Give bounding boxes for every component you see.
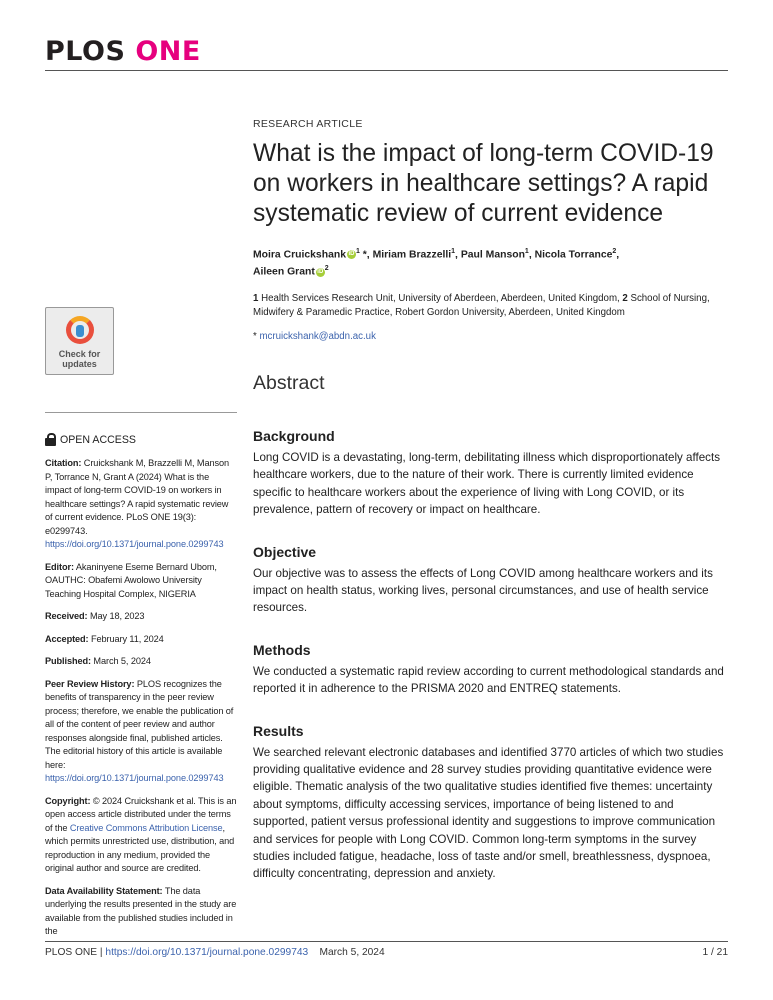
section-body-objective: Our objective was to assess the effects of Long COVID among healthcare workers and its impact on health status, working lives, personal circumstances, and use of health service resources.	[253, 566, 713, 615]
article-title: What is the impact of long-term COVID-19 on workers in healthcare settings? A rapid systematic review of current evidence	[253, 140, 714, 227]
published-date	[45, 655, 237, 669]
sidebar-divider	[45, 412, 237, 413]
section-body-results: We searched relevant electronic databases and identified 3770 articles of which two studies providing qualitative evidence and 28 survey studies providing quantitative evidence were eligible. Thematic analysis of the two qualitative studies identified five themes: uncertainty about symptoms, difficulty accessing services, importance of being listened to and supported, patient versus professional identity and suggestions to improve communication and services for people with Long COVID. Common long-term symptoms in the survey studies included fatigue, headache, loss of taste and/or smell, breathlessness, dyspnoea, difficulty concentrating, depression and anxiety.	[253, 745, 724, 881]
citation	[45, 457, 237, 552]
author-separator: *,	[359, 249, 373, 261]
affil-text: School of Nursing, Midwifery & Paramedic Practice, Robert Gordon University, Aberdeen, United Kingdom	[253, 292, 710, 318]
meta-label: Peer Review History:	[45, 678, 135, 689]
editor	[45, 561, 237, 602]
author-affil-sup: 2	[324, 265, 329, 273]
affil-text: Health Services Research Unit, University of Aberdeen, Aberdeen, United Kingdom,	[258, 292, 623, 304]
author-affil-sup: 2	[612, 248, 617, 255]
meta-label: Copyright:	[45, 795, 91, 806]
check-for-updates-badge[interactable]	[45, 307, 114, 375]
open-access-label	[45, 433, 237, 446]
page-number: 1 / 21	[702, 947, 728, 958]
section-title-results: Results	[253, 722, 304, 739]
author-name[interactable]: Miriam Brazzelli	[372, 249, 452, 261]
affiliations	[253, 292, 729, 320]
main-column	[253, 118, 729, 883]
section-title-background: Background	[253, 427, 335, 444]
meta-text: PLOS recognizes the benefits of transparency in the peer review process; therefore, we enable the publication of all of the content of peer review and author responses alongside final, published articles. The editorial history of this article is available here:	[45, 678, 234, 770]
peer-review-link[interactable]: https://doi.org/10.1371/journal.pone.0299743	[45, 773, 224, 783]
author-separator: ,	[616, 249, 620, 261]
meta-label: Citation:	[45, 458, 82, 468]
author-name[interactable]: Nicola Torrance	[534, 249, 613, 261]
affil-number: 1	[253, 292, 259, 304]
data-availability	[45, 885, 237, 939]
sidebar	[45, 307, 237, 939]
author-name[interactable]: Paul Manson	[460, 249, 525, 261]
meta-label: Published:	[45, 656, 91, 666]
meta-text: February 11, 2024	[88, 633, 164, 644]
orcid-icon[interactable]: iD	[317, 268, 324, 275]
author-affil-sup: 1	[355, 248, 360, 255]
journal-logo	[45, 36, 201, 67]
received-date	[45, 610, 237, 624]
meta-label: Data Availability Statement:	[45, 885, 163, 896]
page-footer	[45, 947, 728, 958]
meta-text: © 2024 Cruickshank et al. This is an open access article distributed under the terms of the	[45, 795, 237, 833]
badge-label	[46, 349, 113, 369]
meta-label: Editor:	[45, 561, 74, 572]
section-title-methods: Methods	[253, 641, 311, 658]
corresp-email-link[interactable]: mcruickshank@abdn.ac.uk	[259, 330, 376, 342]
meta-text: The data underlying the results presented in the study are available from the published studies included in the	[45, 885, 237, 936]
logo-plos: PLOS	[45, 36, 126, 67]
section-body-methods: We conducted a systematic rapid review according to current methodological standards and reported it in adherence to the PRISMA 2020 and ENTREQ statements.	[253, 664, 724, 696]
footer-divider	[45, 941, 728, 942]
author-separator: ,	[455, 249, 461, 261]
crossmark-icon	[66, 316, 94, 344]
accepted-date	[45, 633, 237, 647]
badge-line2: updates	[62, 359, 97, 369]
meta-text: May 18, 2023	[87, 611, 145, 621]
meta-label: Accepted:	[45, 633, 89, 644]
footer-date: March 5, 2024	[319, 947, 385, 958]
footer-doi-link[interactable]: https://doi.org/10.1371/journal.pone.0299743	[105, 947, 309, 958]
article-type: RESEARCH ARTICLE	[253, 118, 363, 130]
logo-one: ONE	[135, 36, 201, 67]
correspondence	[253, 331, 729, 342]
header-divider	[45, 70, 728, 71]
meta-text: Akaninyene Eseme Bernard Ubom, OAUTHC: Obafemi Awolowo University Teaching Hospital Complex, NIGERIA	[45, 561, 217, 599]
section-title-objective: Objective	[253, 543, 317, 560]
copyright	[45, 795, 237, 876]
author-list	[253, 245, 729, 280]
meta-label: Received:	[45, 611, 88, 621]
meta-text: Cruickshank M, Brazzelli M, Manson P, Torrance N, Grant A (2024) What is the impact of long-term COVID-19 on workers in healthcare settings? A rapid systematic review of current evidence. PLoS ONE 19(3): e0299743.	[45, 458, 229, 536]
orcid-icon[interactable]: iD	[348, 251, 355, 258]
citation-doi-link[interactable]: https://doi.org/10.1371/journal.pone.0299743	[45, 539, 224, 549]
license-link[interactable]: Creative Commons Attribution License	[69, 822, 223, 833]
section-body-background: Long COVID is a devastating, long-term, debilitating illness which disproportionately affects healthcare workers, due to the nature of their work. There is currently limited evidence specific to healthcare workers about the experience of living with Long COVID, or its prevalence, pattern of recovery or impact on healthcare.	[253, 450, 720, 517]
corresp-star: *	[253, 330, 260, 342]
abstract-heading: Abstract	[253, 371, 325, 394]
meta-text: , which permits unrestricted use, distribution, and reproduction in any medium, provided the original author and source are credited.	[45, 822, 235, 873]
badge-line1: Check for	[58, 349, 101, 359]
meta-text: March 5, 2024	[90, 656, 151, 666]
affil-number: 2	[622, 292, 628, 304]
author-affil-sup: 1	[524, 248, 529, 255]
author-name[interactable]: Aileen Grant	[253, 266, 315, 278]
open-lock-icon	[45, 433, 56, 446]
author-name[interactable]: Moira Cruickshank	[253, 249, 346, 261]
author-affil-sup: 1	[451, 248, 456, 255]
author-separator: ,	[528, 249, 535, 261]
footer-journal: PLOS ONE |	[45, 947, 106, 958]
peer-review-history	[45, 678, 237, 786]
open-access-text: OPEN ACCESS	[60, 433, 136, 446]
